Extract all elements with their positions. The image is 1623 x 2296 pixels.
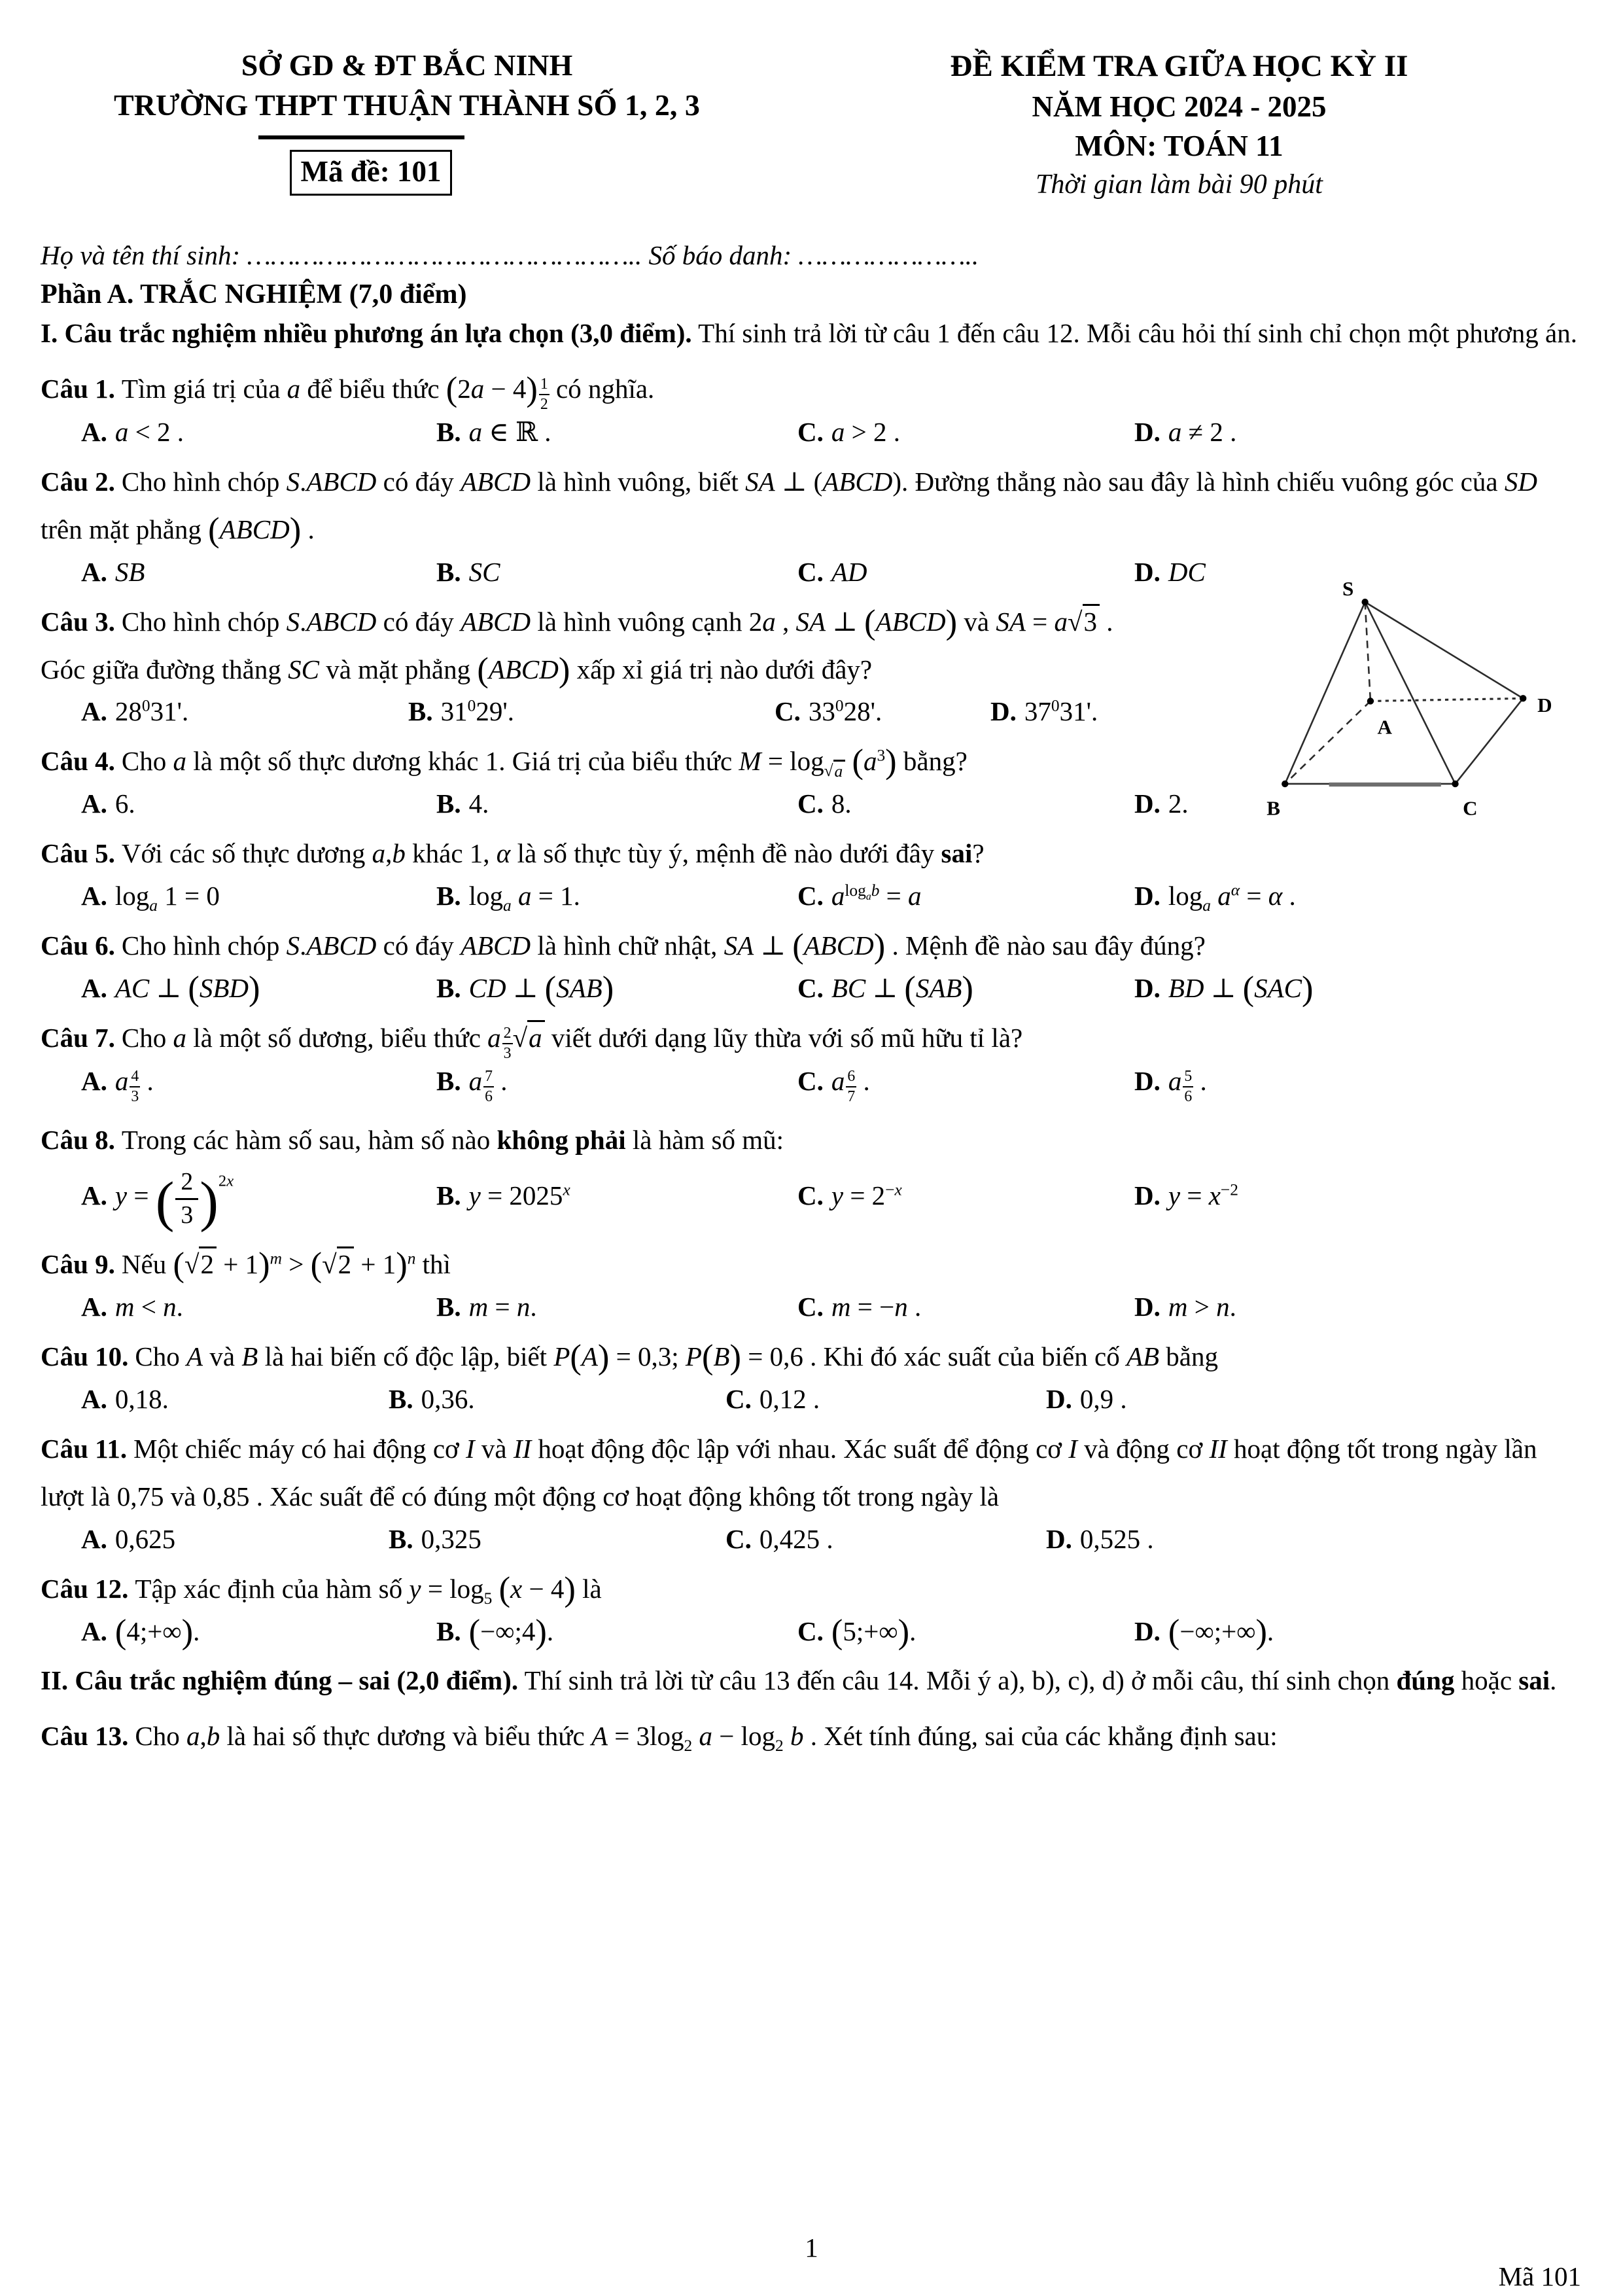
student-info-line bbox=[41, 239, 1585, 271]
option-c: C. (5;+∞). bbox=[797, 1613, 916, 1651]
option-c: C. 0,12 . bbox=[725, 1383, 820, 1414]
question-1 bbox=[41, 365, 1585, 448]
option-a: A. AC ⊥ (SBD) bbox=[81, 970, 260, 1008]
exam-code-box: Mã đề: 101 bbox=[290, 150, 453, 195]
option-b: B. $y = 2025^x$ bbox=[436, 1180, 570, 1210]
vertex-label-c: C bbox=[1463, 796, 1478, 820]
vertex-dot-b bbox=[1282, 780, 1288, 786]
section-a-intro: I. Câu trắc nghiệm nhiều phương án lựa chọn (3,0 điểm). Thí sinh trả lời từ câu 1 đến câu 12. Mỗi câu hỏi thí sinh chỉ chọn một phương án. bbox=[41, 317, 1577, 348]
option-a: A. 6. bbox=[81, 788, 135, 819]
page-number: 1 bbox=[805, 2233, 818, 2263]
exam-code-footer: Mã 101 bbox=[1498, 2261, 1581, 2291]
question-8 bbox=[41, 1116, 1585, 1233]
question-stem: Câu 12. Tập xác định của hàm số $y = \log_5 (x - 4)$ là bbox=[41, 1570, 602, 1609]
option-a: A. 0,625 bbox=[81, 1523, 176, 1554]
question-stem: Câu 8. Trong các hàm số sau, hàm số nào không phải là hàm số mũ: bbox=[41, 1125, 784, 1156]
question-12 bbox=[41, 1565, 1585, 1651]
option-c: C. $y = 2^{-x}$ bbox=[797, 1180, 902, 1210]
question-13 bbox=[41, 1712, 1585, 1760]
student-name-label: Họ và tên thí sinh: bbox=[41, 239, 241, 270]
student-name-blank: ………………………………………….. bbox=[247, 239, 642, 270]
answer-options bbox=[41, 416, 1585, 448]
option-d: D. a ≠ 2 . bbox=[1134, 416, 1237, 447]
department-name: SỞ GD & ĐT BẮC NINH bbox=[241, 48, 573, 82]
option-b: B. a $^{\frac{7}{6}}$ . bbox=[436, 1066, 508, 1105]
option-b: B. $\log_a a = 1$. bbox=[436, 881, 580, 915]
option-c: C. AD bbox=[797, 556, 867, 587]
option-a: A. SB bbox=[81, 556, 145, 587]
option-b: B. 0,36. bbox=[389, 1383, 475, 1414]
school-year: NĂM HỌC 2024 - 2025 bbox=[1032, 90, 1327, 123]
vertex-label-a: A bbox=[1377, 715, 1392, 738]
answer-options bbox=[41, 1613, 1585, 1651]
question-7 bbox=[41, 1014, 1585, 1106]
header-left bbox=[41, 46, 773, 203]
option-a: A. a $^{\frac{4}{3}}$ . bbox=[81, 1066, 154, 1105]
option-c: C. BC ⊥ (SAB) bbox=[797, 970, 973, 1008]
section-a-title: Phần A. TRẮC NGHIỆM (7,0 điểm) bbox=[41, 279, 467, 309]
option-b: B. m = n. bbox=[436, 1292, 537, 1322]
vertex-dot-a bbox=[1367, 698, 1374, 704]
answer-options bbox=[41, 1291, 1585, 1322]
question-stem: Câu 6. Cho hình chóp S.ABCD có đáy ABCD là hình chữ nhật, SA ⊥ (ABCD) . Mệnh đề nào sau đây đúng? bbox=[41, 927, 1206, 966]
pyramid-figure bbox=[1213, 582, 1567, 839]
question-stem: Câu 13. Cho a,b là hai số thực dương và biểu thức $A = 3\log_2$ $a - \log_2 b$ . Xét tính đúng, sai của các khẳng định sau: bbox=[41, 1720, 1278, 1756]
option-d: D. BD ⊥ (SAC) bbox=[1134, 970, 1314, 1008]
vertex-dot-s bbox=[1361, 598, 1368, 605]
option-d: D. $y = x^{-2}$ bbox=[1134, 1180, 1238, 1210]
option-d: D. DC bbox=[1134, 556, 1206, 587]
vertex-label-b: B bbox=[1266, 796, 1281, 820]
option-c: C. $a^{log_ab} = a$ bbox=[797, 881, 922, 911]
exam-title: ĐỀ KIỂM TRA GIỮA HỌC KỲ II bbox=[950, 49, 1408, 83]
option-c: C. $33^028'$. bbox=[775, 696, 882, 727]
option-d: D. 2. bbox=[1134, 788, 1189, 819]
option-d: D. $\log_a a^\alpha = \alpha$ . bbox=[1134, 881, 1296, 915]
answer-options bbox=[41, 1167, 1585, 1233]
option-a: A. y = ( $\frac{2}{3}$ )$^{2x}$ bbox=[81, 1168, 234, 1233]
question-10 bbox=[41, 1333, 1585, 1415]
option-a: A. m < n. bbox=[81, 1292, 183, 1322]
option-a: A. $\log_a 1 = 0$ bbox=[81, 881, 220, 915]
header bbox=[41, 46, 1585, 203]
answer-options bbox=[41, 1383, 1585, 1415]
question-stem: Câu 5. Với các số thực dương a,b khác 1, α là số thực tùy ý, mệnh đề nào dưới đây sai? bbox=[41, 838, 985, 869]
option-b: B. 4. bbox=[436, 788, 489, 819]
option-a: A. $28^031'$. bbox=[81, 696, 189, 727]
subject-title: MÔN: TOÁN 11 bbox=[1075, 130, 1283, 163]
option-b: B. $31^029'$. bbox=[408, 696, 514, 727]
option-b: B. 0,325 bbox=[389, 1523, 481, 1554]
question-stem: Câu 3. Cho hình chóp S.ABCD có đáy ABCD là hình vuông cạnh 2a , SA ⊥ (ABCD) và SA = a√3 . Góc giữa đường thẳng SC và mặt phẳng (ABCD) xấp xỉ giá trị nào dưới đây? bbox=[41, 603, 1113, 689]
option-c: C. 8. bbox=[797, 788, 852, 819]
option-d: D. m > n. bbox=[1134, 1292, 1236, 1322]
header-divider bbox=[258, 135, 464, 139]
vertex-label-d: D bbox=[1537, 693, 1552, 716]
answer-options bbox=[41, 1523, 1585, 1555]
option-b: B. CD ⊥ (SAB) bbox=[436, 970, 614, 1008]
question-5 bbox=[41, 830, 1585, 915]
school-name: TRƯỜNG THPT THUẬN THÀNH SỐ 1, 2, 3 bbox=[114, 88, 700, 122]
option-b: B. SC bbox=[436, 556, 500, 587]
question-2 bbox=[41, 458, 1585, 588]
section-b-intro: II. Câu trắc nghiệm đúng – sai (2,0 điểm). Thí sinh trả lời từ câu 13 đến câu 14. Mỗi ý a), b), c), d) ở mỗi câu, thí sinh chọn đúng hoặc sai. bbox=[41, 1665, 1557, 1695]
option-b: B. a ∈ ℝ . bbox=[436, 416, 551, 447]
question-stem: Câu 2. Cho hình chóp S.ABCD có đáy ABCD là hình vuông, biết SA ⊥ (ABCD). Đường thẳng nào sau đây là hình chiếu vuông góc của SD trên mặt phẳng (ABCD) . bbox=[41, 466, 1537, 549]
vertex-dot-c bbox=[1452, 780, 1458, 786]
option-c: C. a $^{\frac{6}{7}}$ . bbox=[797, 1066, 870, 1105]
answer-options bbox=[41, 880, 1585, 915]
question-stem: Câu 7. Cho a là một số dương, biểu thức a $^{\frac{2}{3}}$ √a viết dưới dạng lũy thừa với số mũ hữu tỉ là? bbox=[41, 1014, 1585, 1063]
option-d: D. 0,9 . bbox=[1046, 1383, 1127, 1414]
question-stem: Câu 1. Tìm giá trị của a để biểu thức (2a − 4) $^{\frac{1}{2}}$ có nghĩa. bbox=[41, 370, 655, 413]
option-c: C. 0,425 . bbox=[725, 1523, 833, 1554]
option-d: D. a $^{\frac{5}{6}}$ . bbox=[1134, 1066, 1207, 1105]
option-d: D. (−∞;+∞). bbox=[1134, 1613, 1274, 1651]
question-stem: Câu 4. Cho a là một số thực dương khác 1. Giá trị của biểu thức $M = \log_{√a} (a^3)$ bằng? bbox=[41, 743, 968, 781]
option-b: B. (−∞;4). bbox=[436, 1613, 554, 1651]
option-c: C. m = −n . bbox=[797, 1292, 922, 1322]
question-stem: Câu 10. Cho A và B là hai biến cố độc lập, biết P(A) = 0,3; P(B) = 0,6 . Khi đó xác suất của biến cố AB bằng bbox=[41, 1338, 1218, 1377]
question-6 bbox=[41, 922, 1585, 1008]
question-stem: Câu 11. Một chiếc máy có hai động cơ I và II hoạt động độc lập với nhau. Xác suất để động cơ I và động cơ II hoạt động tốt trong ngày lần lượt là 0,75 và 0,85 . Xác suất để có đúng một động cơ hoạt động không tốt trong ngày là bbox=[41, 1433, 1537, 1511]
answer-options bbox=[41, 970, 1585, 1008]
student-id-label: Số báo danh: bbox=[648, 239, 792, 270]
option-a: A. 0,18. bbox=[81, 1383, 169, 1414]
exam-duration: Thời gian làm bài 90 phút bbox=[1036, 169, 1323, 200]
vertex-dot-d bbox=[1520, 695, 1526, 701]
option-a: A. a < 2 . bbox=[81, 416, 184, 447]
header-right bbox=[773, 46, 1585, 203]
option-c: C. a > 2 . bbox=[797, 416, 900, 447]
question-stem: Câu 9. Nếu $(√2 + 1)^m > (√2 + 1)^n$ thì bbox=[41, 1246, 451, 1284]
question-11 bbox=[41, 1425, 1585, 1555]
option-a: A. (4;+∞). bbox=[81, 1613, 200, 1651]
option-d: D. $37^031'$. bbox=[990, 696, 1098, 727]
vertex-label-s: S bbox=[1342, 581, 1354, 600]
answer-options bbox=[41, 1065, 1585, 1106]
question-9 bbox=[41, 1241, 1585, 1322]
student-id-blank: ………………….. bbox=[798, 239, 979, 270]
option-d: D. 0,525 . bbox=[1046, 1523, 1154, 1554]
